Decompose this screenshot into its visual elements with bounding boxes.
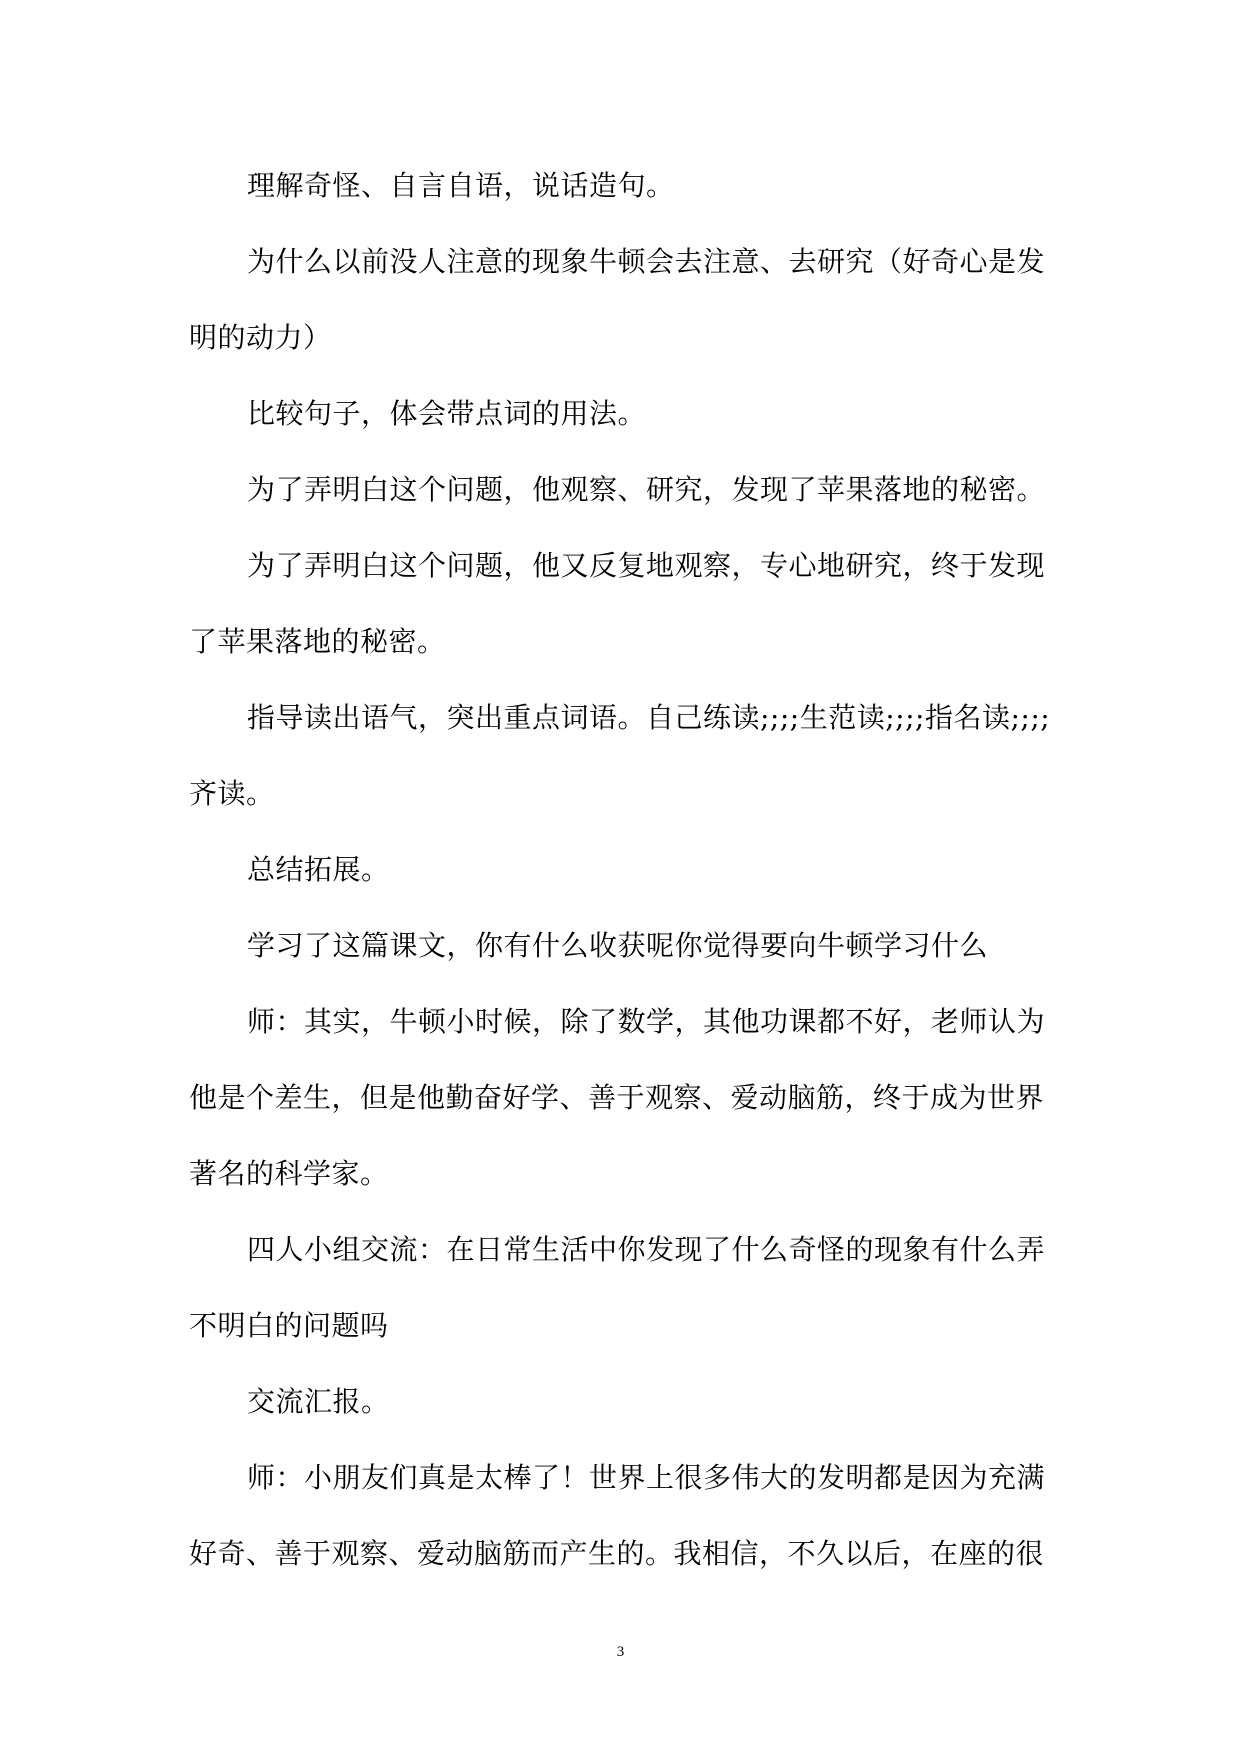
paragraph: 学习了这篇课文，你有什么收获呢你觉得要向牛顿学习什么 (247, 929, 989, 962)
paragraph: 四人小组交流：在日常生活中你发现了什么奇怪的现象有什么弄不明白的问题吗 (189, 1233, 1046, 1342)
paragraph: 指导读出语气，突出重点词语。自己练读;;;;生范读;;;;指名读;;;;齐读。 (189, 701, 1051, 810)
paragraph: 理解奇怪、自言自语，说话造句。 (247, 169, 675, 202)
page-body (189, 148, 1059, 1592)
paragraph: 交流汇报。 (247, 1385, 390, 1418)
paragraph: 师：小朋友们真是太棒了！世界上很多伟大的发明都是因为充满好奇、善于观察、爱动脑筋而产生的。我相信，不久以后，在座的很 (189, 1461, 1046, 1570)
paragraph: 师：其实，牛顿小时候，除了数学，其他功课都不好，老师认为他是个差生，但是他勤奋好学、善于观察、爱动脑筋，终于成为世界著名的科学家。 (189, 1005, 1046, 1190)
paragraph: 为了弄明白这个问题，他观察、研究，发现了苹果落地的秘密。 (247, 473, 1046, 506)
paragraph: 为什么以前没人注意的现象牛顿会去注意、去研究（好奇心是发明的动力） (189, 245, 1046, 354)
paragraph: 比较句子，体会带点词的用法。 (247, 397, 647, 430)
paragraph: 为了弄明白这个问题，他又反复地观察，专心地研究，终于发现了苹果落地的秘密。 (189, 549, 1046, 658)
page-number: 3 (616, 1644, 625, 1660)
paragraph: 总结拓展。 (247, 853, 390, 886)
